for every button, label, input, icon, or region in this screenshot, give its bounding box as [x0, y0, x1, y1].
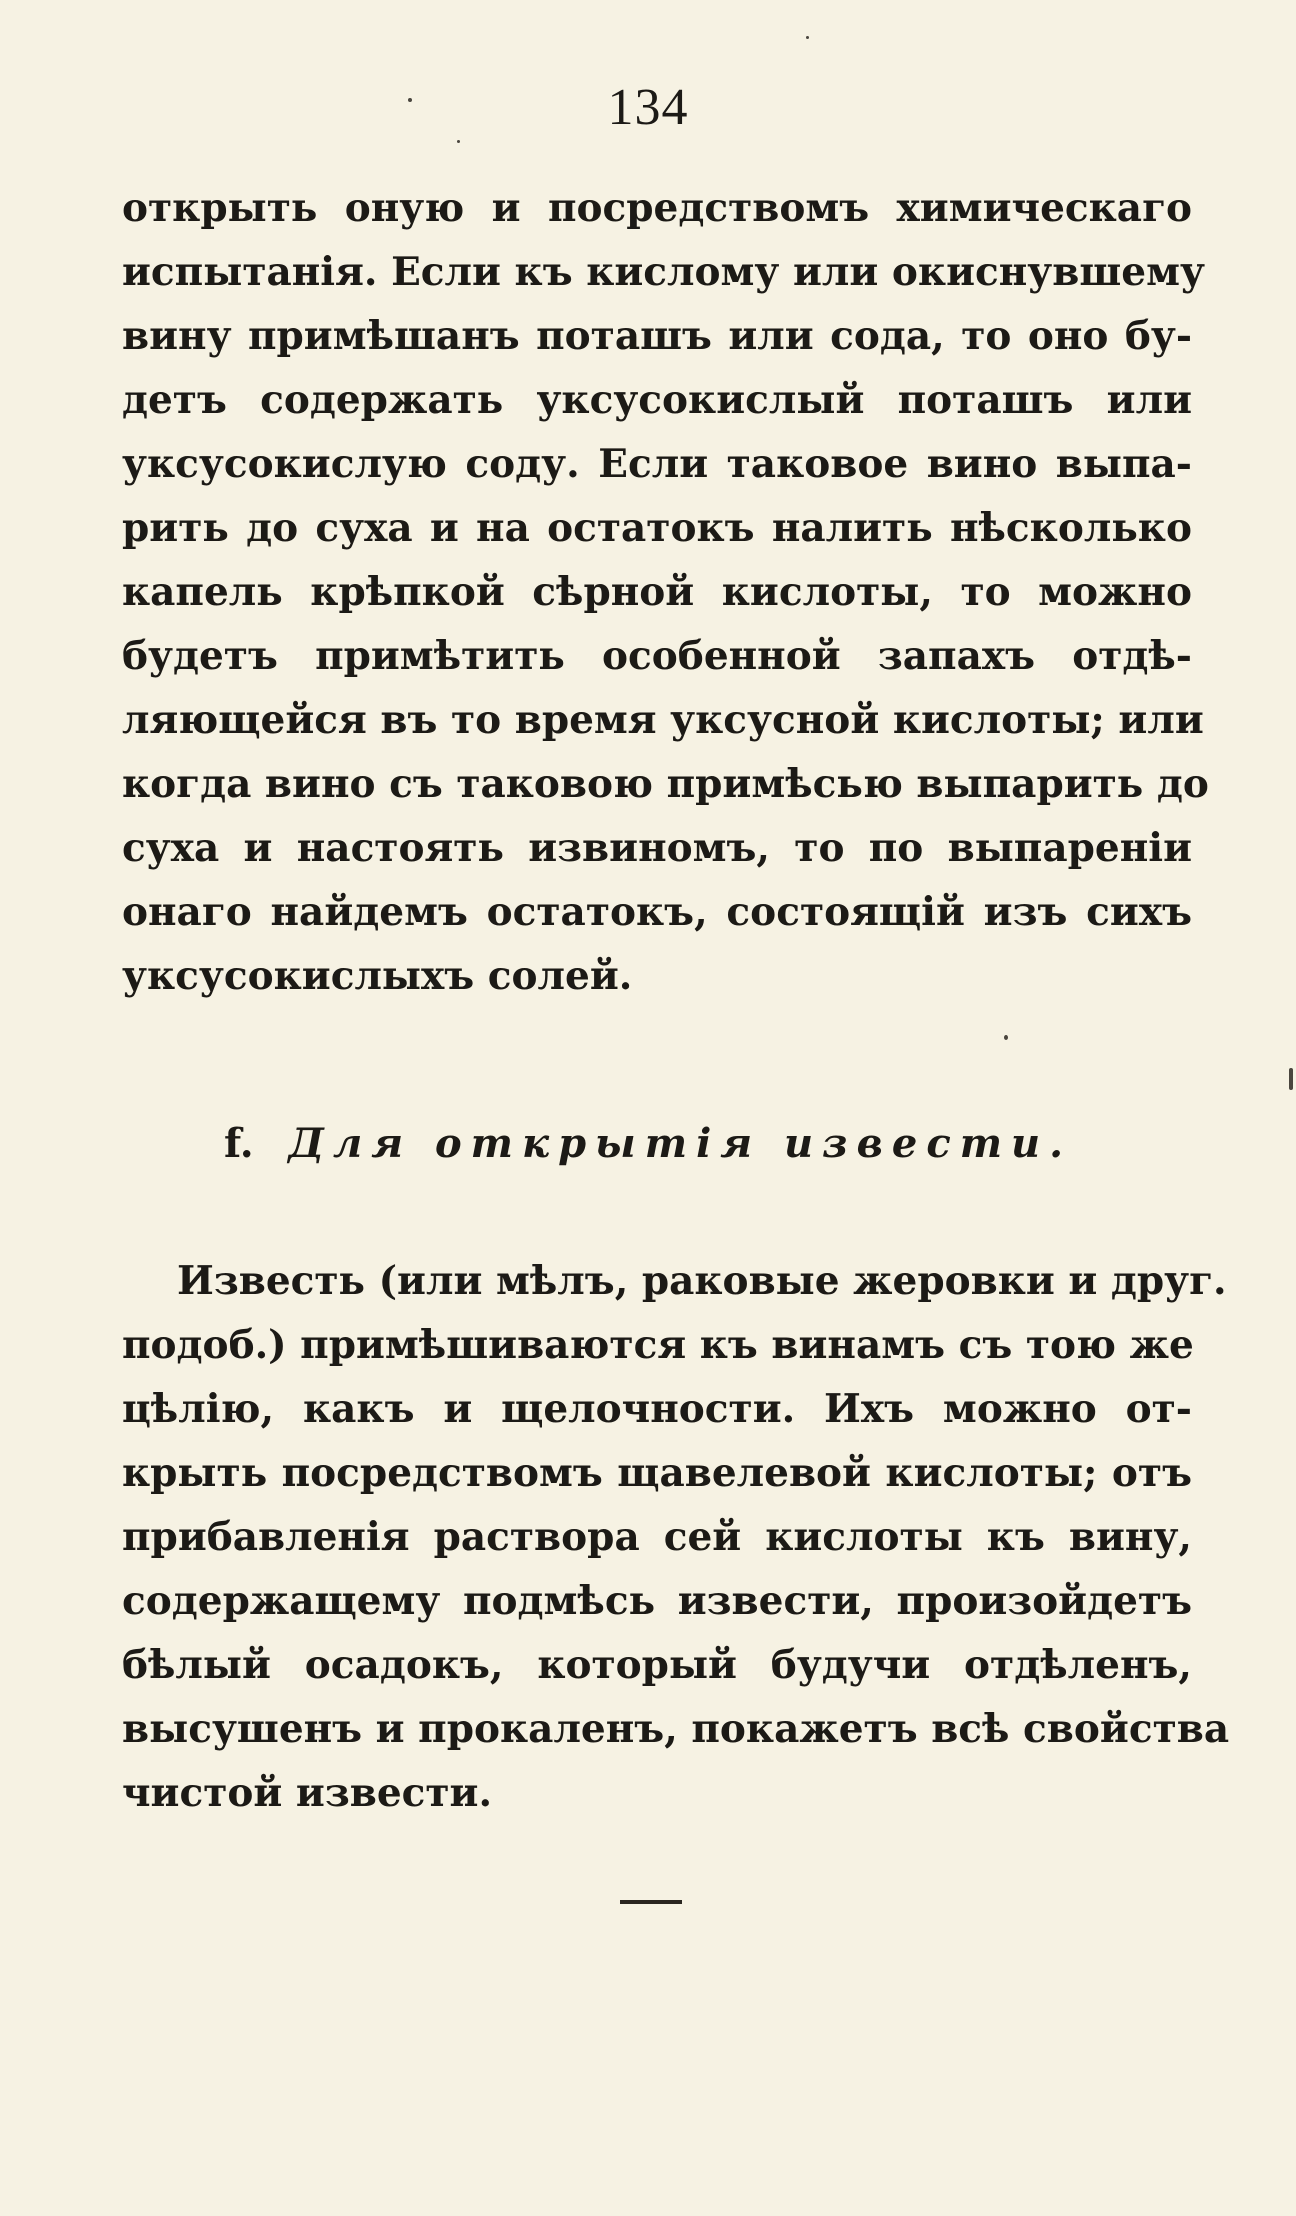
text-line: когда вино съ таковою примѣсью выпарить до — [122, 761, 1209, 807]
paragraph-alkali-test — [122, 176, 1209, 1008]
text-line: содержащему подмѣсь извести, произойдетъ — [122, 1578, 1192, 1624]
text-line: суха и настоять извиномъ, то по выпареніи — [122, 825, 1192, 871]
text-line: вину примѣшанъ поташъ или сода, то оно бу- — [122, 313, 1192, 359]
text-line: подоб.) примѣшиваются къ винамъ съ тою же — [122, 1322, 1194, 1368]
text-line: детъ содержать уксусокислый поташъ или — [122, 377, 1192, 423]
section-letter: f. — [223, 1120, 254, 1167]
section-title: Для открытія извести. — [288, 1120, 1073, 1167]
text-line: капель крѣпкой сѣрной кислоты, то можно — [122, 569, 1192, 615]
section-heading — [0, 1114, 1296, 1174]
ink-speck — [1004, 1035, 1008, 1040]
text-line: уксусокислую соду. Если таковое вино выпа- — [122, 441, 1192, 487]
text-line: прибавленія раствора сей кислоты къ вину, — [122, 1514, 1192, 1560]
text-line: открыть оную и посредствомъ химическаго — [122, 185, 1192, 231]
text-line: испытанія. Если къ кислому или окиснувшему — [122, 249, 1205, 295]
text-line: крыть посредствомъ щавелевой кислоты; отъ — [122, 1450, 1192, 1496]
text-line: чистой извести. — [122, 1770, 493, 1816]
text-line: ляющейся въ то время уксусной кислоты; или — [122, 697, 1204, 743]
text-line: уксусокислыхъ солей. — [122, 953, 633, 999]
ink-speck — [457, 140, 460, 143]
text-line: будетъ примѣтить особенной запахъ отдѣ- — [122, 633, 1192, 679]
end-rule-divider — [620, 1900, 682, 1904]
ink-speck — [806, 36, 809, 39]
ink-speck — [1289, 1068, 1293, 1090]
paragraph-lime-test — [122, 1249, 1230, 1825]
text-line: Известь (или мѣлъ, раковые жеровки и друг. — [177, 1258, 1227, 1304]
text-line: онаго найдемъ остатокъ, состоящій изъ сихъ — [122, 889, 1192, 935]
text-line: рить до суха и на остатокъ налить нѣсколько — [122, 505, 1192, 551]
text-line: бѣлый осадокъ, который будучи отдѣленъ, — [122, 1642, 1192, 1688]
ink-speck — [408, 98, 412, 102]
page-number: 134 — [607, 79, 689, 136]
text-line: высушенъ и прокаленъ, покажетъ всѣ свойства — [122, 1706, 1230, 1752]
text-line: цѣлію, какъ и щелочности. Ихъ можно от- — [122, 1386, 1192, 1432]
